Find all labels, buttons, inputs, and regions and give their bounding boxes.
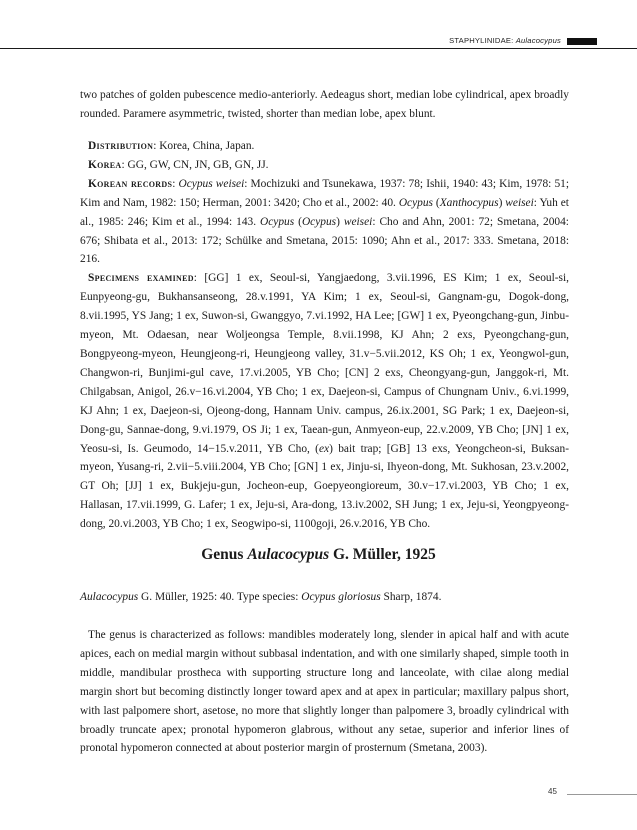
paren: ) <box>498 196 506 209</box>
distribution-paragraph <box>80 137 569 156</box>
intro-text: two patches of golden pubescence medio-anteriorly. Aedeagus short, median lobe cylindrical, apex broadly rounded. Paramere asymmetric, twisted, shorter than median lobe, apex blunt. <box>80 89 569 120</box>
korea-text: : GG, GW, CN, JN, GB, GN, JJ. <box>121 158 269 171</box>
korean-records-text: : Cho and Ahn, 2001: 72; Smetana, 2004: 676; Shibata et al., 2013: 172; Schülke and Smetana, 2015: 1090; Ahn et al., 2017: 333. Smetana, 2018: 216. <box>80 215 569 266</box>
distribution-label: Distribution <box>88 140 154 152</box>
species-name: Ocypus <box>398 196 433 209</box>
synonymy-paragraph <box>80 588 569 607</box>
description-paragraph <box>80 626 569 758</box>
synonymy-text: G. Müller, 1925: 40. Type species: <box>138 591 302 603</box>
korean-records-label: Korean records <box>88 177 173 190</box>
description-text: The genus is characterized as follows: mandibles moderately long, slender in apical half and with acute apices, each on medial margin without subbasal indentation, and with one similarly shaped, simple tooth in middle, mandibular prostheca with supporting structure long and lanceolate, with cilae along medial margin short but becoming distinctly longer toward apex and at apex in particular; maxillary palpus short, with last palpomere short, asetose, no more that slightly longer than palpomere 3, broadly cylindrical with broadly truncate apex; pronotal hypomeron glabrous, without any setae, superior and inferior lines of pronotal hypomeron connected at about posterior margin of prosternum (Smetana, 2003). <box>80 629 569 755</box>
korean-records-paragraph <box>80 175 569 270</box>
specimens-text: ) bait trap; [GB] 13 exs, Yeongcheon-si, Buksan-myeon, Yusang-ri, 2.vii−5.viii.2004, YB Cho; [GN] 1 ex, Jinju-si, Ihyeon-dong, Mt. Sukhosan, 23.v.2002, GT Oh; [JJ] 1 ex, Bukjeju-gun, Jocheon-eup, Goepyeongioreum, 30.v−17.vi.2003, YB Cho; 1 ex, Hallasan, 17.vii.1999, G. Lafer; 1 ex, Jeju-si, Ara-dong, 13.iv.2002, SH Jung; 1 ex, Jeju-si, Yeongpyeong-dong, 20.vi.2003, YB Cho; 1 ex, Seogwipo-si, 1100goji, 26.v.2016, YB Cho. <box>80 442 569 531</box>
genus-heading <box>0 546 637 564</box>
page-number: 45 <box>548 787 557 796</box>
species-name: Ocypus weisei <box>178 177 245 190</box>
species-name: Ocypus <box>260 215 295 228</box>
specimens-label: Specimens examined <box>88 272 194 285</box>
korea-label: Korea <box>88 158 122 171</box>
subgenus-name: Xanthocypus <box>439 196 499 209</box>
genus-name: Aulacocypus <box>80 591 139 603</box>
korean-records-text: : Yuh et al., 1985: 246; Kim et al., 1994: 143. <box>80 196 569 228</box>
korean-records-sep: : <box>172 177 179 190</box>
paren: ) <box>336 215 344 228</box>
intro-paragraph <box>80 86 569 124</box>
distribution-text: : Korea, China, Japan. <box>153 140 255 152</box>
paren: ( <box>294 215 302 228</box>
species-name: weisei <box>505 196 534 209</box>
genus-heading-prefix: Genus <box>201 546 248 563</box>
synonymy-text: Sharp, 1874. <box>380 591 442 603</box>
records-section <box>80 137 569 534</box>
running-head-genus: Aulacocypus <box>515 36 561 45</box>
subgenus-name: Ocypus <box>301 215 337 228</box>
running-head-family: STAPHYLINIDAE: <box>449 36 516 45</box>
species-name: weisei <box>343 215 373 228</box>
specimens-paragraph <box>80 269 569 534</box>
header-bar-decoration <box>567 38 597 45</box>
synonymy-line <box>80 588 569 607</box>
paren: ( <box>315 442 319 455</box>
korea-paragraph <box>80 156 569 175</box>
type-species-name: Ocypus gloriosus <box>301 591 381 603</box>
header-rule <box>0 48 637 49</box>
footer-rule <box>567 794 637 795</box>
paren: ( <box>432 196 440 209</box>
korean-records-text: : Mochizuki and Tsunekawa, 1937: 78; Ishii, 1940: 43; Kim, 1978: 51; Kim and Nam, 1982: 150; Herman, 2001: 3420; Cho et al., 2002: 40. <box>80 177 570 209</box>
ex-italic: ex <box>318 442 330 455</box>
genus-heading-name: Aulacocypus <box>247 546 330 563</box>
running-head <box>449 36 561 45</box>
genus-heading-author: G. Müller, 1925 <box>329 546 436 563</box>
specimens-text: : [GG] 1 ex, Seoul-si, Yangjaedong, 3.vii.1996, ES Kim; 1 ex, Seoul-si, Eunpyeong-gu, Bukhansanseong, 28.v.1991, YA Kim; 1 ex, Seoul-si, Gangnam-gu, Dogok-dong, 8.vii.1995, YS Jang; 1 ex, Suwon-si, Gwanggyo, 7.vi.1992, HA Lee; [GW] 1 ex, Pyeongchang-gun, Jinbu-myeon, Mt. Odaesan, near Woljeongsa Temple, 8.vii.1998, KJ Ahn; 2 exs, Pyeongchang-gun, Bongpyeong-myeon, Heungjeong-ri, Heungjeong valley, 31.v−5.vii.2012, KS Oh; 1 ex, Yeongwol-gun, Changwon-ri, Bunjimi-gul cave, 17.vi.2005, YB Cho; [CN] 2 exs, Cheongyang-gun, Janggok-ri, Mt. Chilgabsan, Anigol, 26.v−16.vi.2004, YB Cho; 1 ex, Daejeon-si, Campus of Chungnam Univ., 6.vi.1999, KJ Ahn; 1 ex, Daejeon-si, Ojeong-dong, Hannam Univ. campus, 26.ix.2001, SG Park; 1 ex, Daejeon-si, Dong-gu, Sannae-dong, 9.vi.1979, OS Ji; 1 ex, Taean-gun, Anmyeon-eup, 22.v.2009, YB Cho; [JN] 1 ex, Yeosu-si, Is. Geumodo, 14−15.v.2011, YB Cho, <box>80 272 569 455</box>
